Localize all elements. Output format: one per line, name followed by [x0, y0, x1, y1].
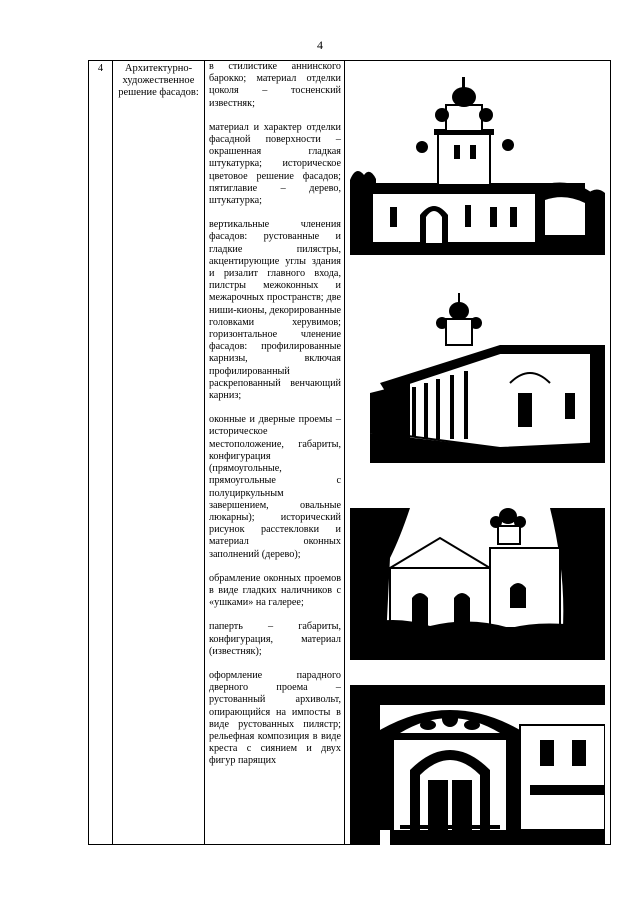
features-table	[88, 60, 611, 845]
row-title: Архитектурно-художественное решение фасадов:	[113, 61, 205, 845]
page-number: 4	[317, 38, 323, 52]
church-photo-3	[350, 508, 605, 660]
text-block: паперть – габариты, конфигурация, материал (известняк);	[209, 621, 341, 657]
text-block: в стилистике аннинского барокко; материал отделки цоколя – тосненский известняк;	[209, 61, 341, 109]
row-description	[205, 61, 345, 845]
text-block: материал и характер отделки фасадной поверхности – окрашенная гладкая штукатурка; историческое цветовое решение фасадов; пятиглавие – дерево, штукатурка;	[209, 121, 341, 207]
church-photo-4	[350, 685, 605, 845]
photos-cell	[345, 61, 611, 845]
text-block: обрамление оконных проемов в виде гладких наличников с «ушками» на галерее;	[209, 572, 341, 609]
table-row	[89, 61, 611, 845]
church-photo-1	[350, 75, 605, 255]
text-block: вертикальные членения фасадов: рустованные и гладкие пилястры, акцентирующие углы здания и ризалит главного входа, пилстры межоконных и межарочных пространств; две ниши-кионы, декорированные головками херувимов; горизонтальное членение фасадов: профилированные карнизы, включая профилированный раскрепованный венчающий карниз;	[209, 219, 341, 402]
row-number: 4	[89, 61, 113, 845]
church-photo-2	[350, 283, 605, 463]
text-block: оконные и дверные проемы – историческое местоположение, габариты, конфигурация (прямоугольные, прямоугольные с полуциркульным завершением, овальные люкарны); исторический рисунок расстекловки и материал оконных заполнений (дерево);	[209, 414, 341, 560]
text-block: оформление парадного дверного проема – рустованный архивольт, опирающийся на импосты в виде рустованных пилястр; рельефная композиция в виде креста с сиянием и двух фигур парящих	[209, 669, 341, 767]
